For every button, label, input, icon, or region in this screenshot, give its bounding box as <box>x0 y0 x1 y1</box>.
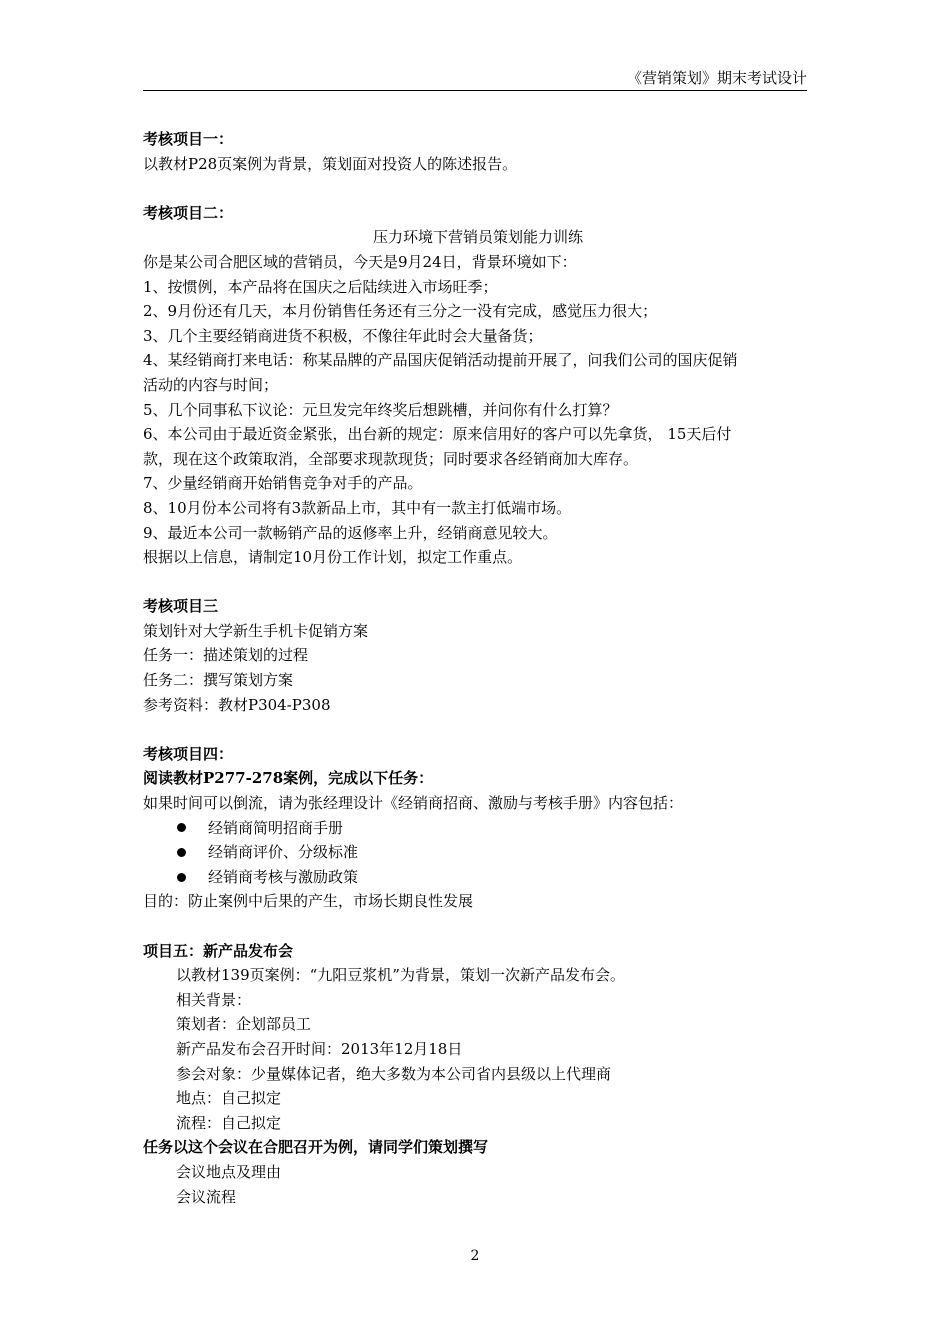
section2-line: 4、某经销商打来电话：称某品牌的产品国庆促销活动提前开展了，问我们公司的国庆促销 <box>143 351 738 370</box>
section5-line: 新产品发布会召开时间：2013年12月18日 <box>176 1039 463 1058</box>
section3-heading: 考核项目三 <box>143 597 219 616</box>
section3-line: 参考资料：教材P304-P308 <box>143 695 331 714</box>
section4-heading: 考核项目四： <box>143 744 234 763</box>
section1-text: 以教材P28页案例为背景，策划面对投资人的陈述报告。 <box>143 154 518 173</box>
section2-line: 7、少量经销商开始销售竞争对手的产品。 <box>143 474 423 493</box>
page-number: 2 <box>470 1248 480 1264</box>
section2-line: 3、几个主要经销商进货不积极，不像往年此时会大量备货； <box>143 326 543 345</box>
section5-line: 以教材139页案例：“九阳豆浆机”为背景，策划一次新产品发布会。 <box>176 966 625 985</box>
bullet-dot-icon <box>177 873 186 882</box>
section2-conclusion: 根据以上信息，请制定10月份工作计划，拟定工作重点。 <box>143 548 523 567</box>
bullet-text: 经销商考核与激励政策 <box>208 867 359 886</box>
section2-line: 活动的内容与时间； <box>143 375 279 394</box>
section2-line: 8、10月份本公司将有3款新品上市，其中有一款主打低端市场。 <box>143 498 572 517</box>
section3-line: 任务一：描述策划的过程 <box>143 646 309 665</box>
section5-line: 策划者：企划部员工 <box>176 1015 312 1034</box>
section2-line: 1、按惯例，本产品将在国庆之后陆续进入市场旺季； <box>143 277 498 296</box>
section2-subtitle: 压力环境下营销员策划能力训练 <box>372 228 583 247</box>
section5-line: 相关背景： <box>176 990 252 1009</box>
bullet-item <box>143 840 813 865</box>
section5-task-item: 会议地点及理由 <box>176 1162 282 1181</box>
section2-line: 9、最近本公司一款畅销产品的返修率上升，经销商意见较大。 <box>143 523 558 542</box>
page-header: 《营销策划》期末考试设计 <box>143 68 807 91</box>
section2-heading: 考核项目二： <box>143 203 234 222</box>
bullet-item <box>143 865 813 890</box>
bullet-item <box>143 816 813 841</box>
section2-line: 2、9月份还有几天，本月份销售任务还有三分之一没有完成，感觉压力很大； <box>143 302 658 321</box>
bullet-text: 经销商评价、分级标准 <box>208 843 359 862</box>
document-body <box>143 127 813 1209</box>
section2-line: 6、本公司由于最近资金紧张，出台新的规定：原来信用好的客户可以先拿货， 15天后付 <box>143 425 732 444</box>
section5-line: 参会对象：少量媒体记者，绝大多数为本公司省内县级以上代理商 <box>176 1064 612 1083</box>
section3-line: 任务二：撰写策划方案 <box>143 671 294 690</box>
bullet-dot-icon <box>177 823 186 832</box>
section2-intro: 你是某公司合肥区域的营销员，今天是9月24日，背景环境如下： <box>143 252 577 271</box>
section5-line: 地点：自己拟定 <box>176 1089 282 1108</box>
section5-heading: 项目五：新产品发布会 <box>143 941 294 960</box>
bullet-dot-icon <box>177 848 186 857</box>
section4-intro: 如果时间可以倒流，请为张经理设计《经销商招商、激励与考核手册》内容包括： <box>143 794 684 813</box>
section4-subheading: 阅读教材P277-278案例，完成以下任务： <box>143 769 434 788</box>
section5-task-item: 会议流程 <box>176 1187 237 1206</box>
bullet-text: 经销商简明招商手册 <box>208 818 344 837</box>
section2-line: 款，现在这个政策取消，全部要求现款现货；同时要求各经销商加大库存。 <box>143 449 639 468</box>
section2-line: 5、几个同事私下议论：元旦发完年终奖后想跳槽，并问你有什么打算？ <box>143 400 618 419</box>
section4-purpose: 目的：防止案例中后果的产生，市场长期良性发展 <box>143 892 474 911</box>
section5-line: 流程：自己拟定 <box>176 1113 282 1132</box>
section5-task: 任务以这个会议在合肥召开为例，请同学们策划撰写 <box>143 1138 489 1157</box>
section1-heading: 考核项目一： <box>143 130 234 148</box>
section3-line: 策划针对大学新生手机卡促销方案 <box>143 621 369 640</box>
